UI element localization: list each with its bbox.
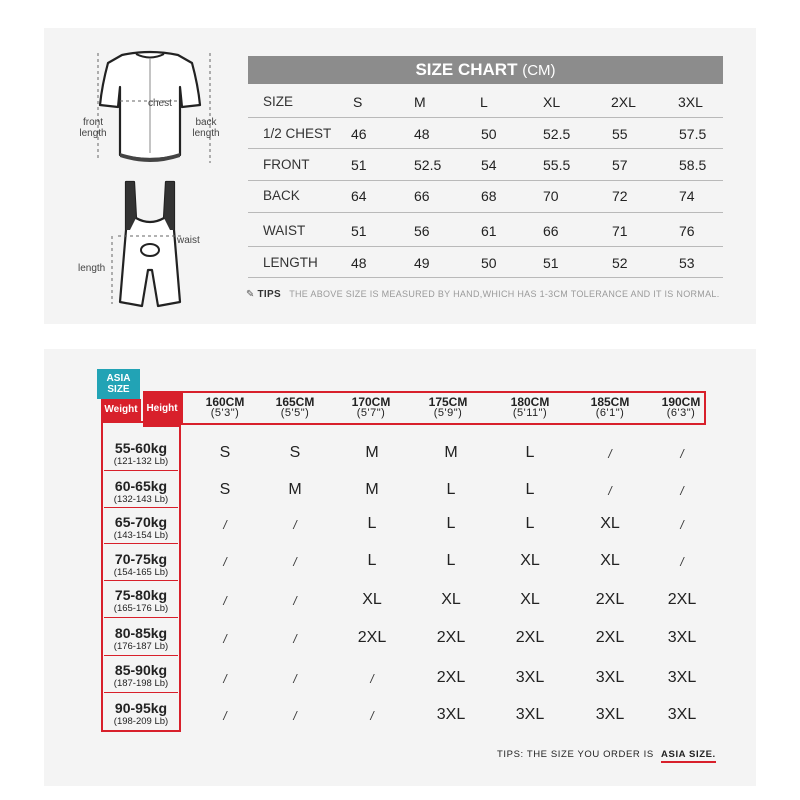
measure-label: WAIST [263,223,306,238]
measure-value: 51 [543,255,559,271]
size-cell: L [525,444,535,461]
size-cell: M [444,444,458,461]
size-cell: 2XL [436,629,466,646]
weight-divider [104,580,178,581]
size-cell: / [680,518,684,532]
bib-length-label: length [78,263,106,274]
size-cell: / [608,484,612,498]
size-cell: M [365,481,379,498]
size-cell: / [370,709,374,723]
height-ft: (6'3") [666,407,696,419]
measure-value: 48 [414,126,430,142]
size-cell: M [288,481,302,498]
weight-lb: (154-165 Lb) [113,567,169,578]
measure-label: FRONT [263,157,310,172]
measure-value: 74 [679,188,695,204]
measure-value: 61 [481,223,497,239]
weight-kg: 65-70kg [114,514,168,530]
weight-item [103,440,179,467]
size-cell: XL [441,591,461,608]
row-divider [248,277,723,278]
jersey-illustration [70,45,230,175]
asia-size-badge: ASIA SIZE [97,369,140,399]
size-header: L [480,94,488,110]
measure-value: 56 [414,223,430,239]
row-divider [248,212,723,213]
weight-item [103,551,179,578]
measure-value: 52.5 [543,126,571,142]
weight-item [103,587,179,614]
bib-waist-label: waist [177,235,200,246]
height-ft: (5'11") [512,407,548,419]
height-cm: 185CM [590,395,630,409]
height-ft: (5'9") [433,407,463,419]
jersey-back-length-label: back length [192,117,220,139]
measure-value: 51 [351,223,367,239]
size-chart-tips [246,289,720,300]
measure-value: 54 [481,157,497,173]
size-chart-title-text: SIZE CHART [415,60,518,79]
size-cell: / [608,447,612,461]
size-cell: / [293,672,297,686]
size-cell: 3XL [515,669,545,686]
size-cell: L [525,481,535,498]
weight-divider [104,470,178,471]
size-cell: L [446,552,456,569]
height-cm: 160CM [205,395,245,409]
size-header: M [414,94,426,110]
height-cm: 165CM [275,395,315,409]
weight-divider [104,543,178,544]
weight-lb: (187-198 Lb) [113,678,169,689]
size-cell: 2XL [357,629,387,646]
measure-value: 53 [679,255,695,271]
weight-kg: 90-95kg [114,700,168,716]
size-cell: / [223,709,227,723]
weight-divider [104,507,178,508]
height-ft: (5'5") [280,407,310,419]
height-cm: 170CM [351,395,391,409]
height-cm: 175CM [428,395,468,409]
tips-icon: ✎ [246,289,255,300]
measure-value: 49 [414,255,430,271]
measure-value: 57 [612,157,628,173]
size-cell: / [293,518,297,532]
size-cell: L [446,515,456,532]
size-cell: 2XL [436,669,466,686]
size-cell: / [223,594,227,608]
measure-value: 71 [612,223,628,239]
size-cell: / [680,484,684,498]
measure-label: BACK [263,188,300,203]
measure-value: 46 [351,126,367,142]
size-header: 2XL [611,94,636,110]
size-cell: / [293,632,297,646]
measure-value: 66 [543,223,559,239]
size-header: XL [543,94,561,110]
measure-value: 51 [351,157,367,173]
size-cell: 3XL [515,706,545,723]
weight-divider [104,617,178,618]
height-column [495,397,565,419]
size-cell: 2XL [595,629,625,646]
size-cell: S [219,444,231,461]
weight-lb: (121-132 Lb) [113,456,169,467]
tips-label: TIPS [257,289,281,300]
size-cell: M [365,444,379,461]
weight-item [103,700,179,727]
weight-lb: (132-143 Lb) [113,494,169,505]
height-column [336,397,406,419]
height-column [260,397,330,419]
measure-value: 55.5 [543,157,571,173]
height-cm: 180CM [510,395,550,409]
weight-kg: 80-85kg [114,625,168,641]
height-column [646,397,716,419]
measure-value: 68 [481,188,497,204]
weight-item [103,625,179,652]
row-divider [248,180,723,181]
asia-size-tips [497,749,716,760]
tips-text: THE ABOVE SIZE IS MEASURED BY HAND,WHICH HAS 1-3CM TOLERANCE AND IT IS NORMAL. [289,289,720,299]
height-ft: (5'3") [210,407,240,419]
size-cell: L [525,515,535,532]
measure-value: 52 [612,255,628,271]
size-cell: / [223,672,227,686]
weight-kg: 85-90kg [114,662,168,678]
weight-divider [104,692,178,693]
size-cell: 2XL [515,629,545,646]
weight-lb: (143-154 Lb) [113,530,169,541]
height-column [575,397,645,419]
weight-item [103,662,179,689]
size-cell: / [680,447,684,461]
measure-value: 55 [612,126,628,142]
weight-kg: 70-75kg [114,551,168,567]
size-cell: XL [520,591,540,608]
height-column [190,397,260,419]
bib-shorts-illustration [100,178,200,314]
weight-kg: 55-60kg [114,440,168,456]
size-cell: L [446,481,456,498]
weight-item [103,478,179,505]
weight-lb: (165-176 Lb) [113,603,169,614]
jersey-front-length-label: front length [79,117,107,139]
size-cell: XL [362,591,382,608]
measure-label: 1/2 CHEST [263,126,332,141]
size-header: S [353,94,363,110]
size-header: 3XL [678,94,703,110]
jersey-chest-label: chest [148,98,172,109]
size-cell: XL [600,552,620,569]
measure-value: 58.5 [679,157,707,173]
size-chart-unit: (CM) [522,62,556,79]
size-cell: XL [520,552,540,569]
measure-value: 64 [351,188,367,204]
row-divider [248,246,723,247]
measure-value: 50 [481,255,497,271]
size-header-label: SIZE [263,94,294,109]
size-cell: / [370,672,374,686]
asia-tips-emphasis: ASIA SIZE. [661,749,716,763]
measure-label: LENGTH [263,255,318,270]
size-cell: 3XL [667,629,697,646]
row-divider [248,148,723,149]
weight-header: Weight [101,399,141,421]
weight-kg: 60-65kg [114,478,168,494]
asia-tips-prefix: TIPS: THE SIZE YOU ORDER IS [497,749,654,760]
size-cell: 2XL [595,591,625,608]
size-cell: 2XL [667,591,697,608]
height-ft: (5'7") [356,407,386,419]
height-cm: 190CM [661,395,701,409]
measure-value: 66 [414,188,430,204]
height-ft: (6'1") [595,407,625,419]
measure-value: 52.5 [414,157,442,173]
size-cell: XL [600,515,620,532]
weight-divider [104,655,178,656]
size-chart-title [248,56,723,84]
size-cell: S [219,481,231,498]
measure-value: 76 [679,223,695,239]
weight-kg: 75-80kg [114,587,168,603]
measure-value: 70 [543,188,559,204]
size-cell: L [367,515,377,532]
measure-value: 48 [351,255,367,271]
height-header: Height [143,391,181,427]
size-cell: 3XL [667,669,697,686]
size-cell: / [293,709,297,723]
size-cell: / [293,594,297,608]
size-cell: 3XL [595,669,625,686]
measure-value: 57.5 [679,126,707,142]
size-cell: S [289,444,301,461]
size-cell: / [293,555,297,569]
size-cell: / [680,555,684,569]
size-cell: L [367,552,377,569]
weight-lb: (176-187 Lb) [113,641,169,652]
size-cell: 3XL [667,706,697,723]
row-divider [248,117,723,118]
size-cell: / [223,518,227,532]
size-cell: / [223,555,227,569]
measure-value: 50 [481,126,497,142]
weight-item [103,514,179,541]
height-column [413,397,483,419]
weight-lb: (198-209 Lb) [113,716,169,727]
size-cell: 3XL [595,706,625,723]
size-cell: 3XL [436,706,466,723]
measure-value: 72 [612,188,628,204]
size-cell: / [223,632,227,646]
